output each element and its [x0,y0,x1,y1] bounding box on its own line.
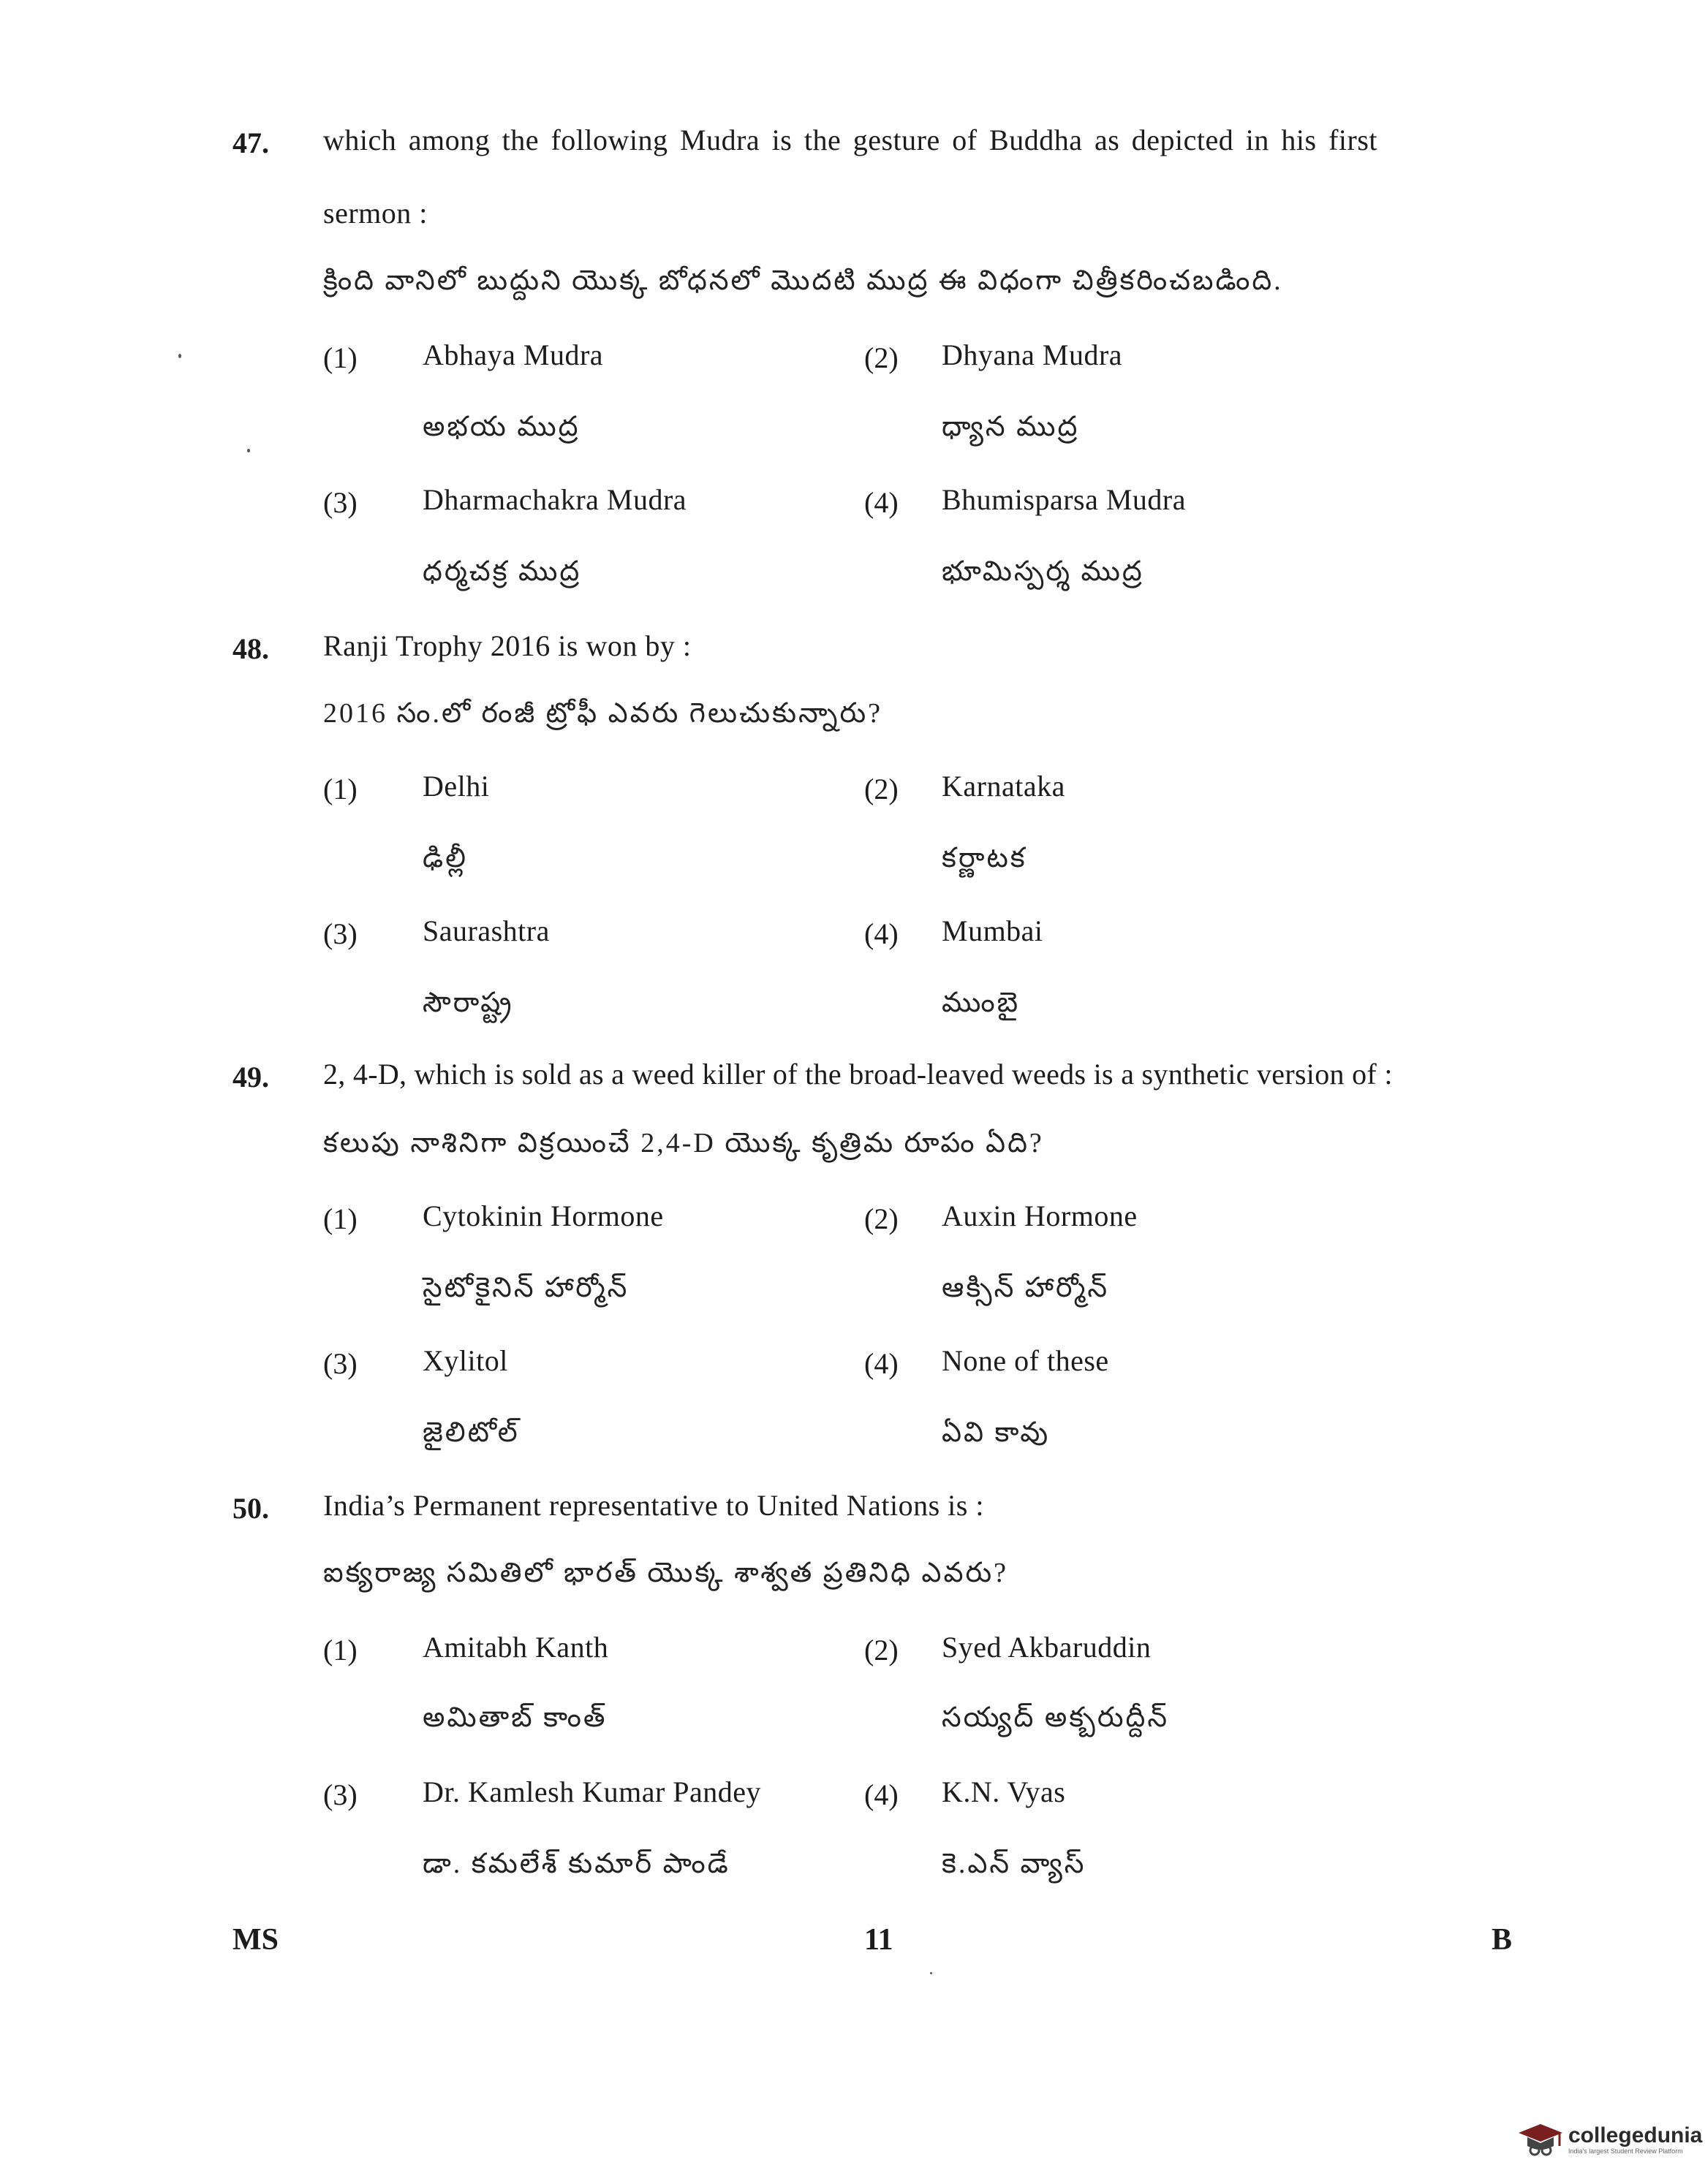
option-number: (3) [323,486,358,519]
option-text-telugu: డా. కమలేశ్ కుమార్ పాండే [423,1849,730,1879]
page-number: 11 [864,1923,893,1957]
option-number: (4) [864,917,899,950]
option-text: Amitabh Kanth [423,1631,609,1664]
option-text: Mumbai [942,914,1043,947]
option-text: Auxin Hormone [942,1199,1138,1232]
question-number: 49. [232,1061,269,1093]
brand-name: collegedunia [1568,2123,1703,2147]
option-text-telugu: ఢిల్లీ [423,843,468,873]
collegedunia-watermark [1517,2121,1702,2159]
option-text-telugu: ముంబై [942,987,1021,1018]
option-text: Dhyana Mudra [942,338,1123,371]
question-text: India’s Permanent representative to United Nations is : [323,1489,984,1522]
scan-speck [930,1972,932,1974]
option-text: Delhi [423,770,490,803]
option-text: Cytokinin Hormone [423,1199,664,1232]
option-number: (1) [323,341,358,374]
option-text-telugu: భూమిస్పర్శ ముద్ర [942,556,1144,587]
option-number: (2) [864,341,899,374]
option-text: Dr. Kamlesh Kumar Pandey [423,1775,762,1808]
option-text-telugu: ఏవి కావు [942,1417,1051,1448]
footer-series-code: MS [232,1923,279,1957]
option-text: K.N. Vyas [942,1775,1066,1808]
option-text-telugu: అభయ ముద్ర [423,412,581,442]
question-text-telugu: క్రింది వానిలో బుద్దుని యొక్క బోధనలో మొదటి ముద్ర ఈ విధంగా చిత్రీకరించబడింది. [323,265,1283,296]
option-number: (3) [323,1347,358,1380]
question-text: sermon : [323,197,428,230]
option-number: (2) [864,1634,899,1667]
option-number: (1) [323,1202,358,1235]
option-text-telugu: సౌరాష్ట్ర [423,987,514,1018]
option-text-telugu: కె.ఎన్ వ్యాస్ [942,1849,1086,1879]
question-number: 47. [232,126,269,159]
option-text-telugu: ఆక్సిన్ హార్మోన్ [942,1273,1110,1303]
option-text: Dharmachakra Mudra [423,483,687,516]
option-text-telugu: ధర్మచక్ర ముద్ర [423,556,582,587]
graduation-cap-icon [1517,2121,1564,2159]
question-text: 2, 4-D, which is sold as a weed killer of the broad-leaved weeds is a synthetic version of : [323,1058,1393,1091]
option-number: (4) [864,486,899,519]
option-number: (4) [864,1347,899,1380]
option-number: (1) [323,1634,358,1667]
option-number: (2) [864,1202,899,1235]
scan-speck [247,449,250,452]
option-text: Karnataka [942,770,1065,803]
question-text: which among the following Mudra is the gesture of Buddha as depicted in his first [323,124,1378,156]
option-text-telugu: సయ్యద్ అక్బరుద్దీన్ [942,1702,1170,1733]
option-text-telugu: అమితాబ్ కాంత్ [423,1702,608,1733]
option-text-telugu: జైలిటోల్ [423,1417,520,1448]
brand-tagline: India's largest Student Review Platform [1568,2147,1683,2155]
question-text: Ranji Trophy 2016 is won by : [323,629,692,662]
question-number: 50. [232,1492,269,1525]
option-number: (3) [323,1778,358,1811]
option-text: Abhaya Mudra [423,338,604,371]
booklet-code: B [1492,1923,1513,1957]
option-text-telugu: ధ్యాన ముద్ర [942,412,1080,442]
option-text: Bhumisparsa Mudra [942,483,1187,516]
question-number: 48. [232,632,269,665]
option-number: (1) [323,773,358,805]
option-number: (3) [323,917,358,950]
option-number: (2) [864,773,899,805]
option-text: Saurashtra [423,914,550,947]
option-text-telugu: కర్ణాటక [942,843,1027,873]
option-text: Syed Akbaruddin [942,1631,1152,1664]
option-text: Xylitol [423,1344,508,1377]
option-text: None of these [942,1344,1109,1377]
question-text-telugu: కలుపు నాశినిగా విక్రయించే 2,4-D యొక్క కృత్రిమ రూపం ఏది? [323,1128,1044,1159]
question-text-telugu: ఐక్యరాజ్య సమితిలో భారత్ యొక్క శాశ్వత ప్రతినిధి ఎవరు? [323,1558,1009,1588]
option-text-telugu: సైటోకైనిన్ హార్మోన్ [423,1273,630,1303]
question-text-telugu: 2016 సం.లో రంజీ ట్రోఫీ ఎవరు గెలుచుకున్నారు? [323,698,882,729]
option-number: (4) [864,1778,899,1811]
scan-speck [178,354,181,358]
